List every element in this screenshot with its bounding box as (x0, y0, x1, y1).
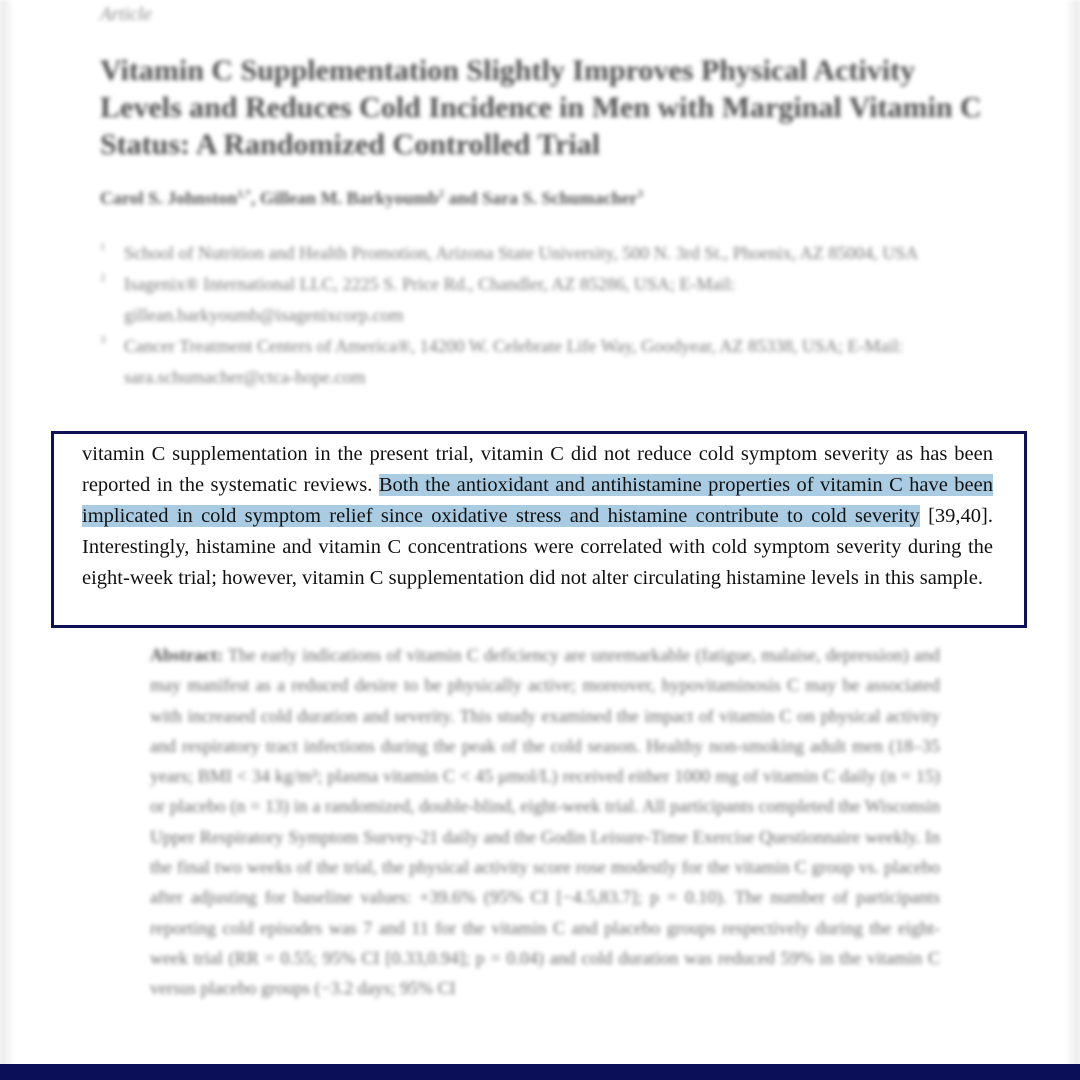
abstract-heading: Abstract: (150, 645, 223, 665)
affiliation-item (96, 331, 956, 393)
author-name: Carol S. Johnston (100, 188, 238, 208)
author-separator: , (250, 188, 260, 208)
excerpt-text-before: vitamin C supplementation in the present trial, vitamin C did not reduce cold symptom severity as has been reported in the systematic reviews. (82, 443, 993, 496)
author-list (100, 188, 643, 209)
author-separator: and (443, 188, 483, 208)
affiliation-item (96, 269, 956, 331)
affiliation-number: 1 (100, 241, 106, 253)
affiliation-number: 2 (100, 272, 106, 284)
paper-title: Vitamin C Supplementation Slightly Improves Physical Activity Levels and Reduces Cold Incidence in Men with Marginal Vitamin C Status: A Randomized Controlled Trial (100, 54, 982, 161)
focused-excerpt-box (51, 431, 1027, 628)
bottom-accent-bar (0, 1064, 1080, 1080)
page-edge-right (1066, 0, 1080, 1080)
abstract-paragraph (150, 640, 940, 1004)
page-edge-left (0, 0, 14, 1080)
affiliation-text: School of Nutrition and Health Promotion, Arizona State University, 500 N. 3rd St., Phoenix, AZ 85004, USA (124, 243, 919, 263)
affiliation-text: Cancer Treatment Centers of America®, 14200 W. Celebrate Life Way, Goodyear, AZ 85338, USA; E-Mail: sara.schumacher@ctca-hope.com (124, 336, 904, 387)
article-type-label: Article (100, 4, 152, 25)
affiliation-item (96, 238, 956, 269)
author-superscript: 2 (438, 188, 444, 200)
excerpt-text-after: [39,40]. Interestingly, histamine and vitamin C concentrations were correlated with cold symptom severity during the eight-week trial; however, vitamin C supplementation did not alter circulating histamine levels in this sample. (82, 505, 993, 589)
author-superscript: 3 (637, 188, 644, 200)
affiliation-text: Isagenix® International LLC, 2225 S. Price Rd., Chandler, AZ 85286, USA; E-Mail: gillean.barkyoumb@isagenixcorp.com (124, 274, 736, 325)
excerpt-paragraph (82, 439, 993, 594)
affiliation-number: 3 (100, 334, 106, 346)
author-name: Gillean M. Barkyoumb (259, 188, 439, 208)
abstract-body: The early indications of vitamin C deficiency are unremarkable (fatigue, malaise, depression) and may manifest as a reduced desire to be physically active; moreover, hypovitaminosis C may be associated with increased cold duration and severity. This study examined the impact of vitamin C on physical activity and respiratory tract infections during the peak of the cold season. Healthy non-smoking adult men (18–35 years; BMI < 34 kg/m²; plasma vitamin C < 45 μmol/L) received either 1000 mg of vitamin C daily (n = 15) or placebo (n = 13) in a randomized, double-blind, eight-week trial. All participants completed the Wisconsin Upper Respiratory Symptom Survey-21 daily and the Godin Leisure-Time Exercise Questionnaire weekly. In the final two weeks of the trial, the physical activity score rose modestly for the vitamin C group vs. placebo after adjusting for baseline values: +39.6% (95% CI [−4.5,83.7]; p = 0.10). The number of participants reporting cold episodes was 7 and 11 for the vitamin C and placebo groups respectively during the eight-week trial (RR = 0.55; 95% CI [0.33,0.94]; p = 0.04) and cold duration was reduced 59% in the vitamin C versus placebo groups (−3.2 days; 95% CI (150, 645, 940, 999)
highlighted-sentence: Both the antioxidant and antihistamine properties of vitamin C have been implicated in cold symptom relief since oxidative stress and histamine contribute to cold severity (82, 474, 994, 527)
author-superscript: 1,* (237, 188, 251, 200)
affiliation-list (96, 238, 956, 393)
author-name: Sara S. Schumacher (482, 188, 638, 208)
